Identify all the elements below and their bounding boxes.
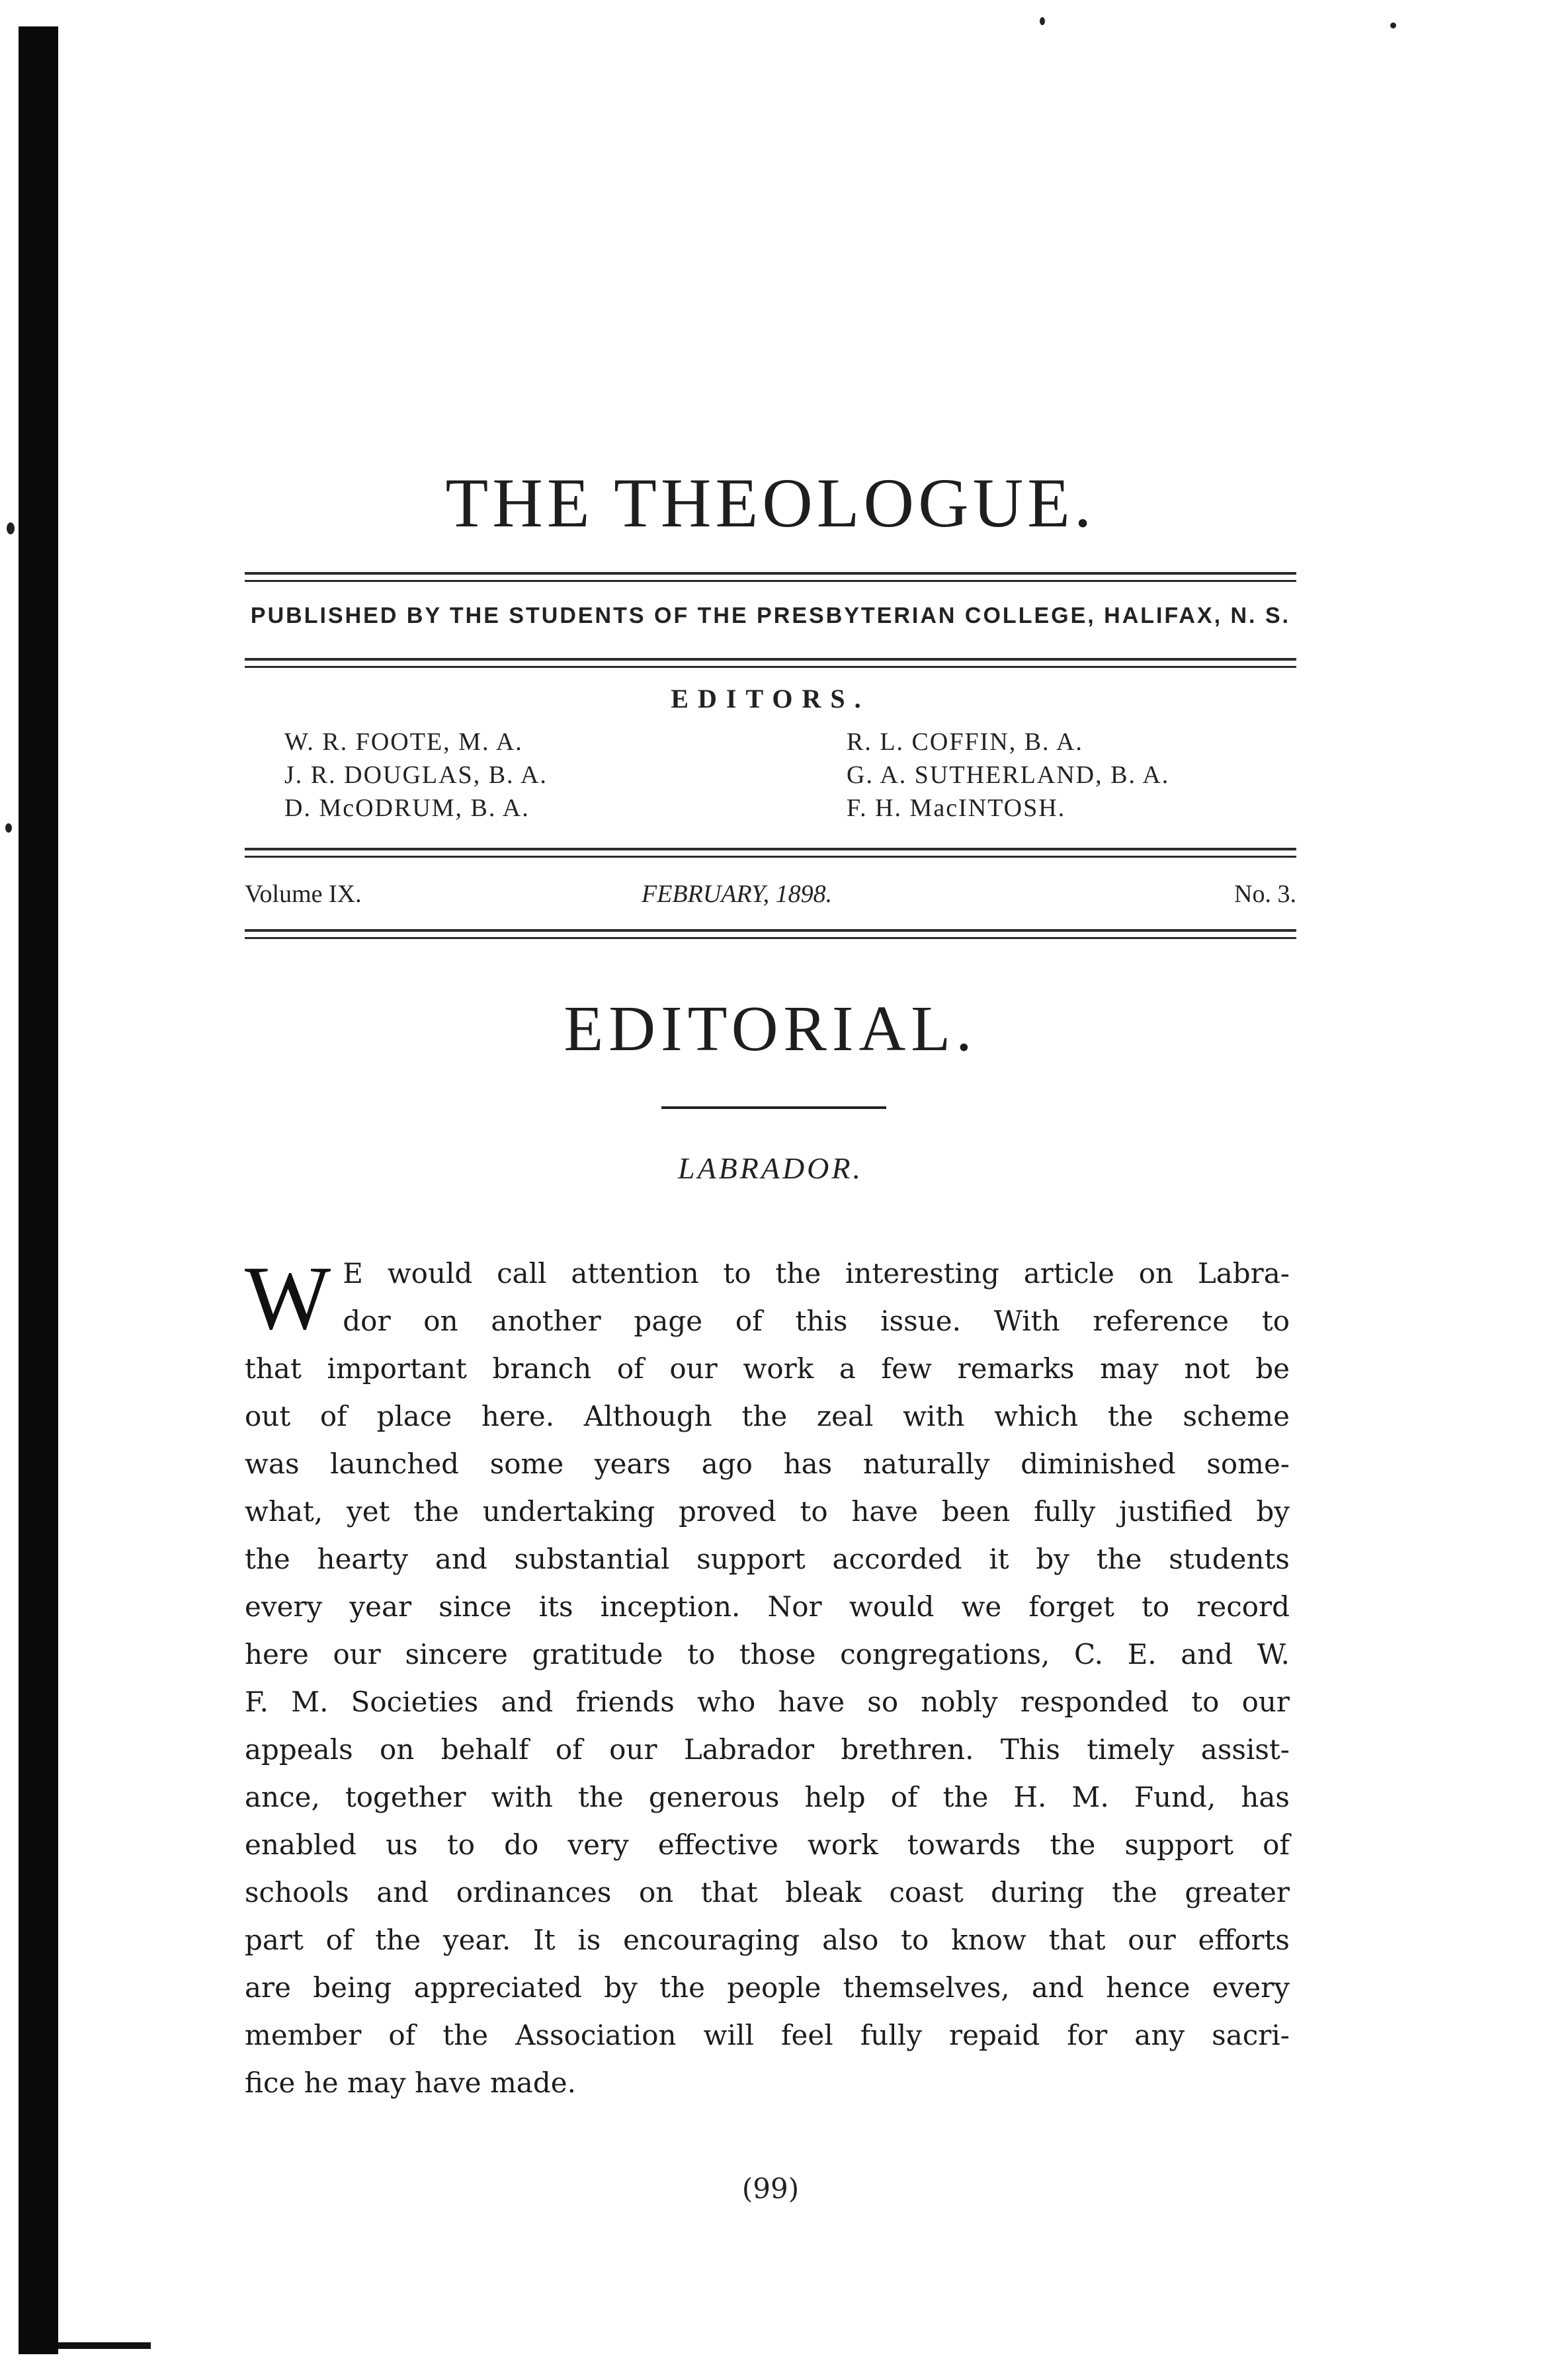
text-line: out of place here. Although the zeal with which the scheme bbox=[245, 1400, 1290, 1432]
issue-date: FEBRUARY, 1898. bbox=[642, 880, 833, 908]
text-line: are being appreciated by the people themselves, and hence every bbox=[245, 1971, 1290, 2004]
drop-cap: W bbox=[245, 1247, 331, 1348]
text-line: every year since its inception. Nor would we forget to record bbox=[245, 1590, 1290, 1623]
text-line: fice he may have made. bbox=[245, 2067, 576, 2099]
ink-speck bbox=[5, 823, 12, 833]
volume-label: Volume IX. bbox=[245, 880, 362, 908]
text-line: was launched some years ago has naturally diminished some- bbox=[245, 1448, 1290, 1480]
section-divider bbox=[661, 1106, 886, 1109]
issue-number: No. 3. bbox=[1234, 880, 1296, 908]
editors-heading: EDITORS. bbox=[671, 684, 870, 714]
text-line: schools and ordinances on that bleak coast during the greater bbox=[245, 1876, 1290, 1908]
editor-name: J. R. DOUGLAS, B. A. bbox=[284, 761, 548, 789]
editor-name: D. McODRUM, B. A. bbox=[284, 794, 530, 822]
text-line: enabled us to do very effective work towards the support of bbox=[245, 1828, 1290, 1861]
text-line: that important branch of our work a few remarks may not be bbox=[245, 1352, 1290, 1385]
document-page bbox=[245, 0, 1296, 2380]
publisher-line: PUBLISHED BY THE STUDENTS OF THE PRESBYTERIAN COLLEGE, HALIFAX, N. S. bbox=[250, 603, 1291, 628]
text-line: E would call attention to the interesting article on Labra- bbox=[343, 1257, 1290, 1290]
editor-name: F. H. MacINTOSH. bbox=[847, 794, 1066, 822]
ink-speck bbox=[1390, 22, 1396, 28]
section-title: EDITORIAL. bbox=[563, 993, 978, 1065]
text-line: F. M. Societies and friends who have so nobly responded to our bbox=[245, 1686, 1290, 1718]
text-line: ance, together with the generous help of the H. M. Fund, has bbox=[245, 1781, 1290, 1813]
editor-name: R. L. COFFIN, B. A. bbox=[847, 728, 1083, 756]
text-line: the hearty and substantial support accorded it by the students bbox=[245, 1543, 1290, 1575]
text-line: part of the year. It is encouraging also to know that our efforts bbox=[245, 1924, 1290, 1956]
text-line: here our sincere gratitude to those congregations, C. E. and W. bbox=[245, 1638, 1290, 1670]
editors-rule bbox=[245, 848, 1296, 850]
editor-name: W. R. FOOTE, M. A. bbox=[284, 728, 523, 756]
masthead-title: THE THEOLOGUE. bbox=[445, 464, 1096, 542]
binding-edge-foot bbox=[58, 2342, 151, 2349]
masthead-rule bbox=[245, 572, 1296, 575]
editor-name: G. A. SUTHERLAND, B. A. bbox=[847, 761, 1170, 789]
text-line: appeals on behalf of our Labrador brethren. This timely assist- bbox=[245, 1733, 1290, 1766]
text-line: dor on another page of this issue. With reference to bbox=[343, 1305, 1290, 1337]
publisher-rule bbox=[245, 658, 1296, 661]
text-line: member of the Association will feel fully repaid for any sacri- bbox=[245, 2019, 1290, 2051]
article-title: LABRADOR. bbox=[677, 1151, 863, 1185]
page-number: (99) bbox=[741, 2172, 800, 2205]
issue-rule bbox=[245, 929, 1296, 932]
ink-speck bbox=[7, 522, 15, 534]
article-body bbox=[245, 1247, 1290, 2107]
text-line: what, yet the undertaking proved to have been fully justified by bbox=[245, 1495, 1290, 1528]
binding-edge bbox=[19, 26, 58, 2354]
